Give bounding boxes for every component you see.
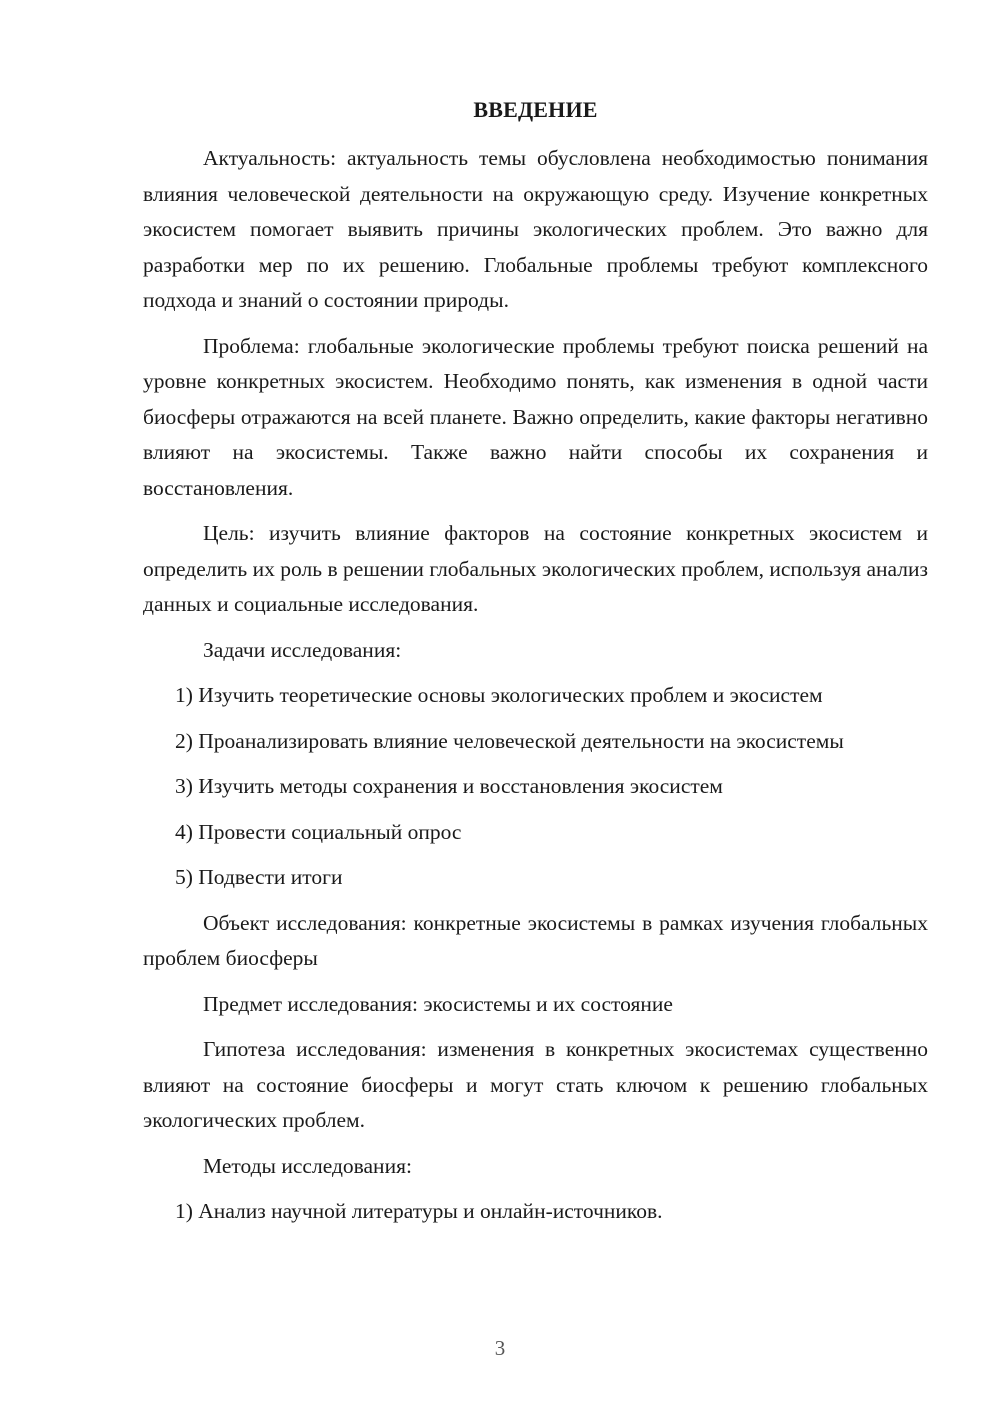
paragraph-goal: Цель: изучить влияние факторов на состояние конкретных экосистем и определить их роль в решении глобальных экологических проблем, используя анализ данных и социальные исследования.: [143, 521, 928, 616]
tasks-heading: Задачи исследования:: [203, 637, 402, 662]
paragraph-relevance: Актуальность: актуальность темы обусловлена необходимостью понимания влияния человеческой деятельности на окружающую среду. Изучение конкретных экосистем помогает выявить причины экологических проблем. Это важно для разработки мер по их решению. Глобальные проблемы требуют комплексного подхода и знаний о состоянии природы.: [143, 146, 928, 312]
paragraph-hypothesis: Гипотеза исследования: изменения в конкретных экосистемах существенно влияют на состояние биосферы и могут стать ключом к решению глобальных экологических проблем.: [143, 1037, 928, 1132]
paragraph-problem: Проблема: глобальные экологические проблемы требуют поиска решений на уровне конкретных экосистем. Необходимо понять, как изменения в одной части биосферы отражаются на всей планете. Важно определить, какие факторы негативно влияют на экосистемы. Также важно найти способы их сохранения и восстановления.: [143, 333, 928, 500]
methods-heading: Методы исследования:: [203, 1153, 412, 1178]
list-item-method-1: 1) Анализ научной литературы и онлайн-источников.: [175, 1199, 663, 1223]
list-item-task-1: 1) Изучить теоретические основы экологических проблем и экосистем: [175, 683, 823, 707]
paragraph-object: Объект исследования: конкретные экосистемы в рамках изучения глобальных проблем биосферы: [143, 910, 928, 970]
paragraph-subject: Предмет исследования: экосистемы и их состояние: [203, 991, 673, 1016]
list-item-task-2: 2) Проанализировать влияние человеческой деятельности на экосистемы: [175, 728, 844, 753]
list-item-task-4: 4) Провести социальный опрос: [175, 819, 462, 844]
list-item-task-3: 3) Изучить методы сохранения и восстановления экосистем: [175, 774, 723, 798]
document-page: [143, 95, 928, 1240]
page-title: ВВЕДЕНИЕ: [473, 97, 598, 122]
page-number: 3: [494, 1336, 506, 1360]
list-item-task-5: 5) Подвести итоги: [175, 865, 343, 889]
